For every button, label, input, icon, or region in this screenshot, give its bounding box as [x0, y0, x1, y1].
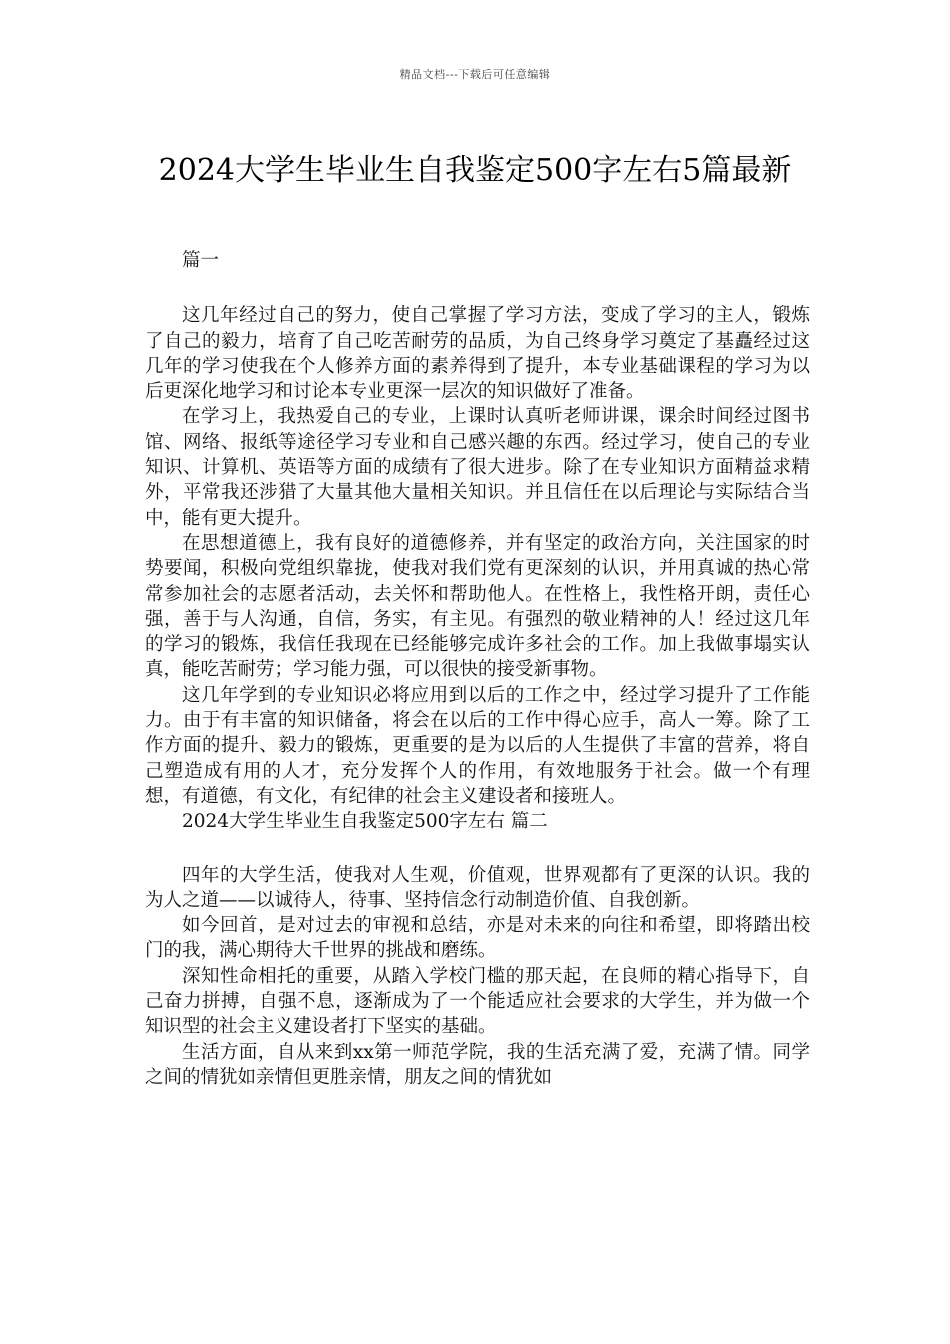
- section-1-paragraph-3: 在思想道德上，我有良好的道德修养，并有坚定的政治方向，关注国家的时势要闻，积极向党组织靠拢，使我对我们党有更深刻的认识，并用真诚的热心常常参加社会的志愿者活动，去关怀和帮助他人。在性格上，我性格开朗，责任心强，善于与人沟通，自信，务实，有主见。有强烈的敬业精神的人！经过这几年的学习的锻炼，我信任我现在已经能够完成许多社会的工作。加上我做事塌实认真，能吃苦耐劳；学习能力强，可以很快的接受新事物。: [145, 532, 810, 681]
- document-body: [145, 248, 810, 1090]
- section-2-label: 2024大学生毕业生自我鉴定500字左右 篇二: [182, 811, 548, 833]
- section-1-paragraph-4: 这几年学到的专业知识必将应用到以后的工作之中，经过学习提升了工作能力。由于有丰富的知识储备，将会在以后的工作中得心应手，高人一筹。除了工作方面的提升、毅力的锻炼，更重要的是为以后的人生提供了丰富的营养，将自己塑造成有用的人才，充分发挥个人的作用，有效地服务于社会。做一个有理想，有道德，有文化，有纪律的社会主义建设者和接班人。: [145, 684, 810, 807]
- page-header: 精品文档---下载后可任意编辑: [399, 68, 551, 81]
- section-2-paragraph-4: 生活方面，自从来到xx第一师范学院，我的生活充满了爱，充满了情。同学之间的情犹如亲情但更胜亲情，朋友之间的情犹如: [145, 1041, 810, 1088]
- section-2-paragraph-3: 深知性命相托的重要，从踏入学校门槛的那天起，在良师的精心指导下，自己奋力拼搏，自强不息，逐渐成为了一个能适应社会要求的大学生，并为做一个知识型的社会主义建设者打下坚实的基础。: [145, 965, 810, 1038]
- section-2-paragraph-2: 如今回首，是对过去的审视和总结，亦是对未来的向往和希望，即将踏出校门的我，满心期待大千世界的挑战和磨练。: [145, 915, 810, 962]
- section-2-paragraph-1: 四年的大学生活，使我对人生观，价值观，世界观都有了更深的认识。我的为人之道——以诚待人，待事、坚持信念行动制造价值、自我创新。: [145, 864, 810, 911]
- section-1-paragraph-1: 这几年经过自己的努力，使自己掌握了学习方法，变成了学习的主人，锻炼了自己的毅力，培育了自己吃苦耐劳的品质，为自己终身学习奠定了基矗经过这几年的学习使我在个人修养方面的素养得到了提升，本专业基础课程的学习为以后更深化地学习和讨论本专业更深一层次的知识做好了准备。: [145, 305, 810, 403]
- spacer: [145, 273, 810, 303]
- section-1-paragraph-2: 在学习上，我热爱自己的专业，上课时认真听老师讲课，课余时间经过图书馆、网络、报纸等途径学习专业和自己感兴趣的东西。经过学习，使自己的专业知识、计算机、英语等方面的成绩有了很大进步。除了在专业知识方面精益求精外，平常我还涉猎了大量其他大量相关知识。并且信任在以后理论与实际结合当中，能有更大提升。: [145, 406, 810, 529]
- spacer: [145, 835, 810, 863]
- section-1-label: 篇一: [182, 250, 220, 271]
- document-title: 2024大学生毕业生自我鉴定500字左右5篇最新: [158, 153, 792, 189]
